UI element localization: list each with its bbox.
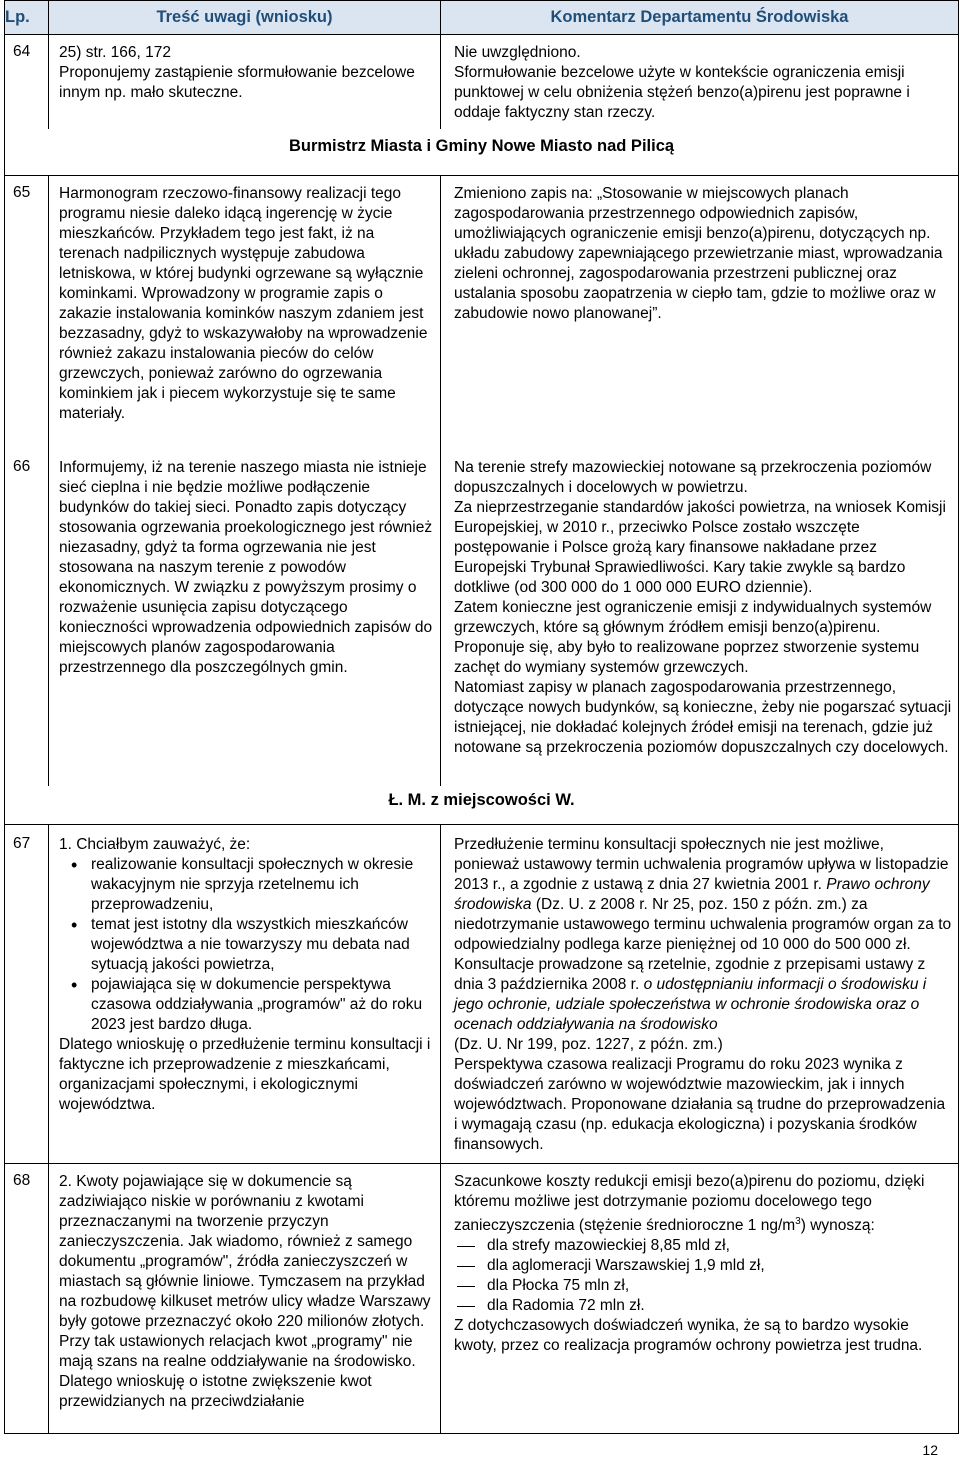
row-text [49,35,441,130]
comment-part: Konsultacje prowadzone są rzetelnie, zgodnie z przepisami ustawy z dnia 3 października 2008 r. [454,956,926,993]
table-row [5,1164,959,1434]
comment-line [454,835,952,955]
row-number: 66 [5,450,49,786]
comment-italic: o udostępnianiu informacji o środowisku i jego ochronie, udziale społeczeństwa w ochronie środowiska oraz o ocenach oddziaływania na środowisko [454,976,927,1033]
list-item: dla Radomia 72 mln zł. [487,1296,952,1316]
comment-line [454,955,952,1035]
table-header-row [5,1,959,35]
row-text-line: Proponujemy zastąpienie sformułowanie bezcelowe innym np. mało skuteczne. [59,64,415,101]
row-text-intro: 1. Chciałbym zauważyć, że: [59,836,251,853]
list-item: dla strefy mazowieckiej 8,85 mld zł, [487,1236,952,1256]
list-item: dla aglomeracji Warszawskiej 1,9 mld zł, [487,1256,952,1276]
comment-line: Perspektywa czasowa realizacji Programu do roku 2023 wynika z doświadczeń zarówno w województwie mazowieckim, jak i innych województwach. Proponowane działania są trudne do przeprowadzenia i wymagają czasu (np. edukacja ekologiczna) i pozyskania środków finansowych. [454,1056,946,1153]
row-number: 67 [5,825,49,1164]
section-row [5,786,959,825]
row-comment [441,450,959,786]
row-comment [441,35,959,130]
list-item: • realizowanie konsultacji społecznych w okresie wakacyjnym nie sprzyja rzetelnemu ich przeprowadzeniu, [91,855,434,915]
comment-line: Za nieprzestrzeganie standardów jakości powietrza, na wniosek Komisji Europejskiej, w 2010 r., przeciwko Polsce zostało wszczęte postępowanie i Polsce grożą kary finansowe nakładane przez Europejski Trybunał Sprawiedliwości. Kary takie zwykle są bardzo dotkliwe (od 300 000 do 1 000 000 EURO dziennie). [454,499,946,596]
row-text-line: 25) str. 166, 172 [59,44,172,61]
header-tresc: Treść uwagi (wniosku) [49,1,441,35]
comment-part: ) wynoszą: [800,1217,875,1235]
row-comment [441,1164,959,1434]
comment-italic: Prawo ochrony środowiska [454,876,930,913]
row-comment [441,825,959,1164]
comment-part: Przedłużenie terminu konsultacji społecznych nie jest możliwe, ponieważ ustawowy termin uchwalenia programów upływa w listopadzie 2013 r., a zgodnie z ustawą z dnia 27 kwietnia 2001 r. [454,836,949,893]
row-text [49,825,441,1164]
row-text: Informujemy, iż na terenie naszego miasta nie istnieje sieć cieplna i nie będzie możliwe podłączenie budynków do takiej sieci. Ponadto zapis dotyczący stosowania ogrzewania proekologicznego jest również niezasadny, gdyż ta forma ogrzewania nie jest stosowana na naszym terenie z powodów ekonomicznych. W związku z powyższym prosimy o rozważenie usunięcia zapisu dotyczącego konieczności wprowadzenia odpowiednich zapisów do miejscowych planów zagospodarowania przestrzennego dla poszczególnych gmin. [49,450,441,786]
section-row [5,129,959,176]
page-number: 12 [922,1442,938,1458]
row-text-outro: Dlatego wnioskuję o przedłużenie terminu konsultacji i faktyczne ich przeprowadzenie z mieszkańcami, organizacjami społecznymi, i ekologicznymi województwa. [59,1036,431,1113]
list-item: dla Płocka 75 mln zł, [487,1276,952,1296]
row-number: 65 [5,176,49,451]
table-row [5,450,959,786]
comment-part: Szacunkowe koszty redukcji emisji bezo(a)pirenu do poziomu, dzięki któremu możliwe jest dotrzymanie poziomu docelowego tego zanieczyszczenia (stężenie średnioroczne 1 ng/m [454,1173,925,1235]
row-number: 64 [5,35,49,130]
comment-line: Na terenie strefy mazowieckiej notowane są przekroczenia poziomów dopuszczalnych i docelowych w powietrzu. [454,459,932,496]
table-row [5,35,959,130]
comment-sup: 3 [795,1216,801,1227]
section-title: Ł. M. z miejscowości W. [388,791,575,809]
comment-line: Z dotychczasowych doświadczeń wynika, że są to bardzo wysokie kwoty, przez co realizacja programów ochrony powietrza jest trudna. [454,1317,923,1355]
row-comment: Zmieniono zapis na: „Stosowanie w miejscowych planach zagospodarowania przestrzennego odpowiednich zapisów, umożliwiających ograniczenie emisji benzo(a)pirenu, dotyczących np. układu zabudowy zapewniającego przewietrzanie miast, wprowadzania zieleni ochronnej, zagospodarowania przestrzeni publicznej oraz ustalania sposobu zaopatrzenia w ciepło tam, gdzie to możliwe oraz w zabudowie nowo planowanej”. [441,176,959,451]
comment-line: Nie uwzględniono. [454,44,581,61]
row-text: 2. Kwoty pojawiające się w dokumencie są zadziwiająco niskie w porównaniu z kwotami przeznaczanymi na tworzenie przyczyn zanieczyszczenia. Jak wiadomo, również z samego dokumentu „programów", źródła zanieczyszczeń w miastach są głównie liniowe. Tymczasem na przykład na rozbudowę kilkuset metrów ulicy władze Warszawy były gotowe przeznaczyć około 220 milionów złotych. Przy tak ustawionych relacjach kwot „programy" nie mają szans na realne oddziaływanie na środowisko. Dlatego wnioskuję o istotne zwiększenie kwot przewidzianych na przeciwdziałanie [49,1164,441,1434]
row-text: Harmonogram rzeczowo-finansowy realizacji tego programu niesie daleko idącą ingerencję w życie mieszkańców. Przykładem tego jest fakt, iż na terenach nadpilicznych występuje zabudowa letniskowa, w której budynki ogrzewane są wyłącznie kominkami. Wprowadzony w programie zapis o zakazie instalowania kominków naszym zdaniem jest bezzasadny, gdyż to wskazywałoby na wprowadzenie również zakazu instalowania pieców do celów grzewczych, ponieważ zarówno do ogrzewania kominkiem jak i piecem wykorzystuje się te same materiały. [49,176,441,451]
table-row [5,176,959,451]
header-lp: Lp. [5,1,49,35]
bullet-list [59,855,434,1035]
comments-table [4,0,959,1434]
comment-line: Zatem konieczne jest ograniczenie emisji z indywidualnych systemów grzewczych, które są głównym źródłem emisji benzo(a)pirenu. Proponuje się, aby było to realizowane poprzez stworzenie systemu zachęt do wymiany systemów grzewczych. [454,599,932,676]
header-komentarz: Komentarz Departamentu Środowiska [441,1,959,35]
row-number: 68 [5,1164,49,1434]
comment-line: (Dz. U. Nr 199, poz. 1227, z późn. zm.) [454,1036,723,1053]
table-row [5,825,959,1164]
comment-line: Natomiast zapisy w planach zagospodarowania przestrzennego, dotyczące nowych budynków, są konieczne, żeby nie pogarszać sytuacji istniejącej, nie dokładać kolejnych źródeł emisji na terenach, gdzie już notowane są przekroczenia poziomów dopuszczalnych czy docelowych. [454,679,952,756]
comment-line [454,1172,952,1236]
comment-line: Sformułowanie bezcelowe użyte w kontekście ograniczenia emisji punktowej w celu obniżenia stężeń benzo(a)pirenu jest poprawne i oddaje faktyczny stan rzeczy. [454,64,910,121]
list-item: • pojawiająca się w dokumencie perspektywa czasowa oddziaływania „programów" aż do roku 2023 jest bardzo długa. [91,975,434,1035]
list-item: • temat jest istotny dla wszystkich mieszkańców województwa a nie towarzyszy mu debata nad sytuacją jakości powietrza, [91,915,434,975]
dash-list [454,1236,952,1316]
section-title: Burmistrz Miasta i Gminy Nowe Miasto nad Pilicą [288,137,675,155]
comment-part: (Dz. U. z 2008 r. Nr 25, poz. 150 z późn. zm.) za niedotrzymanie ustawowego terminu uchwalenia programów organ za to odpowiedzialny podlega karze pieniężnej od 10 000 do 500 000 zł. [454,896,952,953]
